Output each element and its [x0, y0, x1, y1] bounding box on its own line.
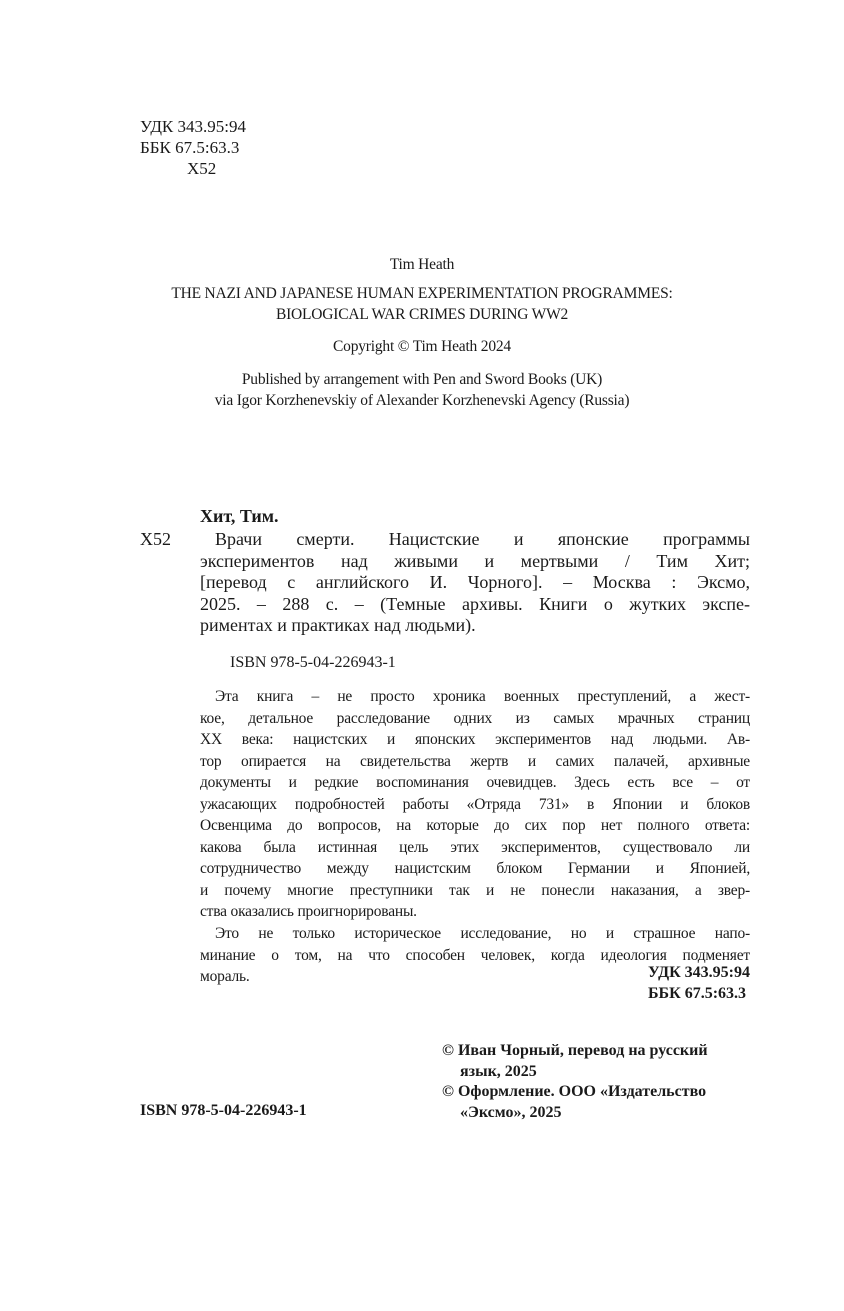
original-author: Tim Heath — [389, 256, 455, 273]
text-line: минание о том, на что способен человек, когда идеология подменяет — [200, 946, 750, 964]
catalog-mark: Х52 — [140, 529, 171, 549]
original-title-line-1: THE NAZI AND JAPANESE HUMAN EXPERIMENTATION PROGRAMMES: — [171, 285, 673, 302]
abstract-paragraph-1 — [200, 686, 750, 923]
published-line-1: Published by arrangement with Pen and Sword Books (UK) — [241, 371, 603, 388]
copyright-line: язык, 2025 — [460, 1062, 537, 1080]
text-line: ства оказались проигнорированы. — [200, 903, 417, 920]
bbk-code: ББК 67.5:63.3 — [140, 138, 240, 157]
original-title-line-2: BIOLOGICAL WAR CRIMES DURING WW2 — [275, 306, 569, 323]
bottom-codes — [648, 962, 750, 1004]
original-copyright: Copyright © Tim Heath 2024 — [333, 338, 511, 355]
text-line: и почему многие преступники так и не понесли наказания, а звер- — [200, 881, 750, 899]
text-line: [перевод с английского И. Чорного]. – Москва : Эксмо, — [200, 572, 750, 592]
text-line: 2025. – 288 с. – (Темные архивы. Книги о жутких экспе- — [200, 593, 750, 614]
text-line: Эта книга – не просто хроника военных преступлений, а жест- — [215, 688, 750, 705]
text-line: сотрудничество между нацистским блоком Германии и Японией, — [200, 860, 750, 877]
text-line: ужасающих подробностей работы «Отряда 731» в Японии и блоков — [200, 795, 750, 813]
catalog-heading: Хит, Тим. — [200, 506, 279, 526]
classification-block — [140, 116, 246, 179]
copyright-line: © Иван Чорный, перевод на русский — [442, 1042, 708, 1059]
text-line: тор опирается на свидетельства жертв и самих палачей, архивные — [200, 752, 750, 770]
bottom-isbn: ISBN 978-5-04-226943-1 — [140, 1102, 307, 1119]
text-line: риментах и практиках над людьми). — [200, 615, 476, 635]
bottom-udk: УДК 343.95:94 — [647, 964, 750, 981]
author-mark: Х52 — [187, 159, 217, 178]
copyright-line: «Эксмо», 2025 — [460, 1103, 562, 1121]
text-line: документы и редкие воспоминания очевидцев. Здесь есть все – от — [200, 774, 750, 791]
bottom-bbk: ББК 67.5:63.3 — [647, 985, 747, 1002]
translation-copyright — [442, 1041, 708, 1123]
text-line: кое, детальное расследование одних из самых мрачных страниц — [200, 709, 750, 727]
text-line: мораль. — [200, 968, 250, 985]
text-line: Врачи смерти. Нацистские и японские программы — [215, 529, 750, 549]
udk-code: УДК 343.95:94 — [140, 117, 246, 136]
text-line: Это не только историческое исследование, но и страшное напо- — [215, 925, 750, 942]
copyright-line: © Оформление. ООО «Издательство — [442, 1083, 707, 1100]
published-line-2: via Igor Korzhenevskiy of Alexander Korzhenevski Agency (Russia) — [214, 392, 630, 409]
text-line: экспериментов над живыми и мертвыми / Тим Хит; — [200, 550, 750, 571]
catalog-description — [200, 529, 750, 637]
text-line: XX века: нацистских и японских экспериментов над людьми. Ав- — [200, 731, 750, 748]
text-line: какова была истинная цель этих экспериментов, существовало ли — [200, 838, 750, 856]
text-line: Освенцима до вопросов, на которые до сих пор нет полного ответа: — [200, 817, 750, 834]
catalog-isbn: ISBN 978-5-04-226943-1 — [230, 654, 396, 671]
